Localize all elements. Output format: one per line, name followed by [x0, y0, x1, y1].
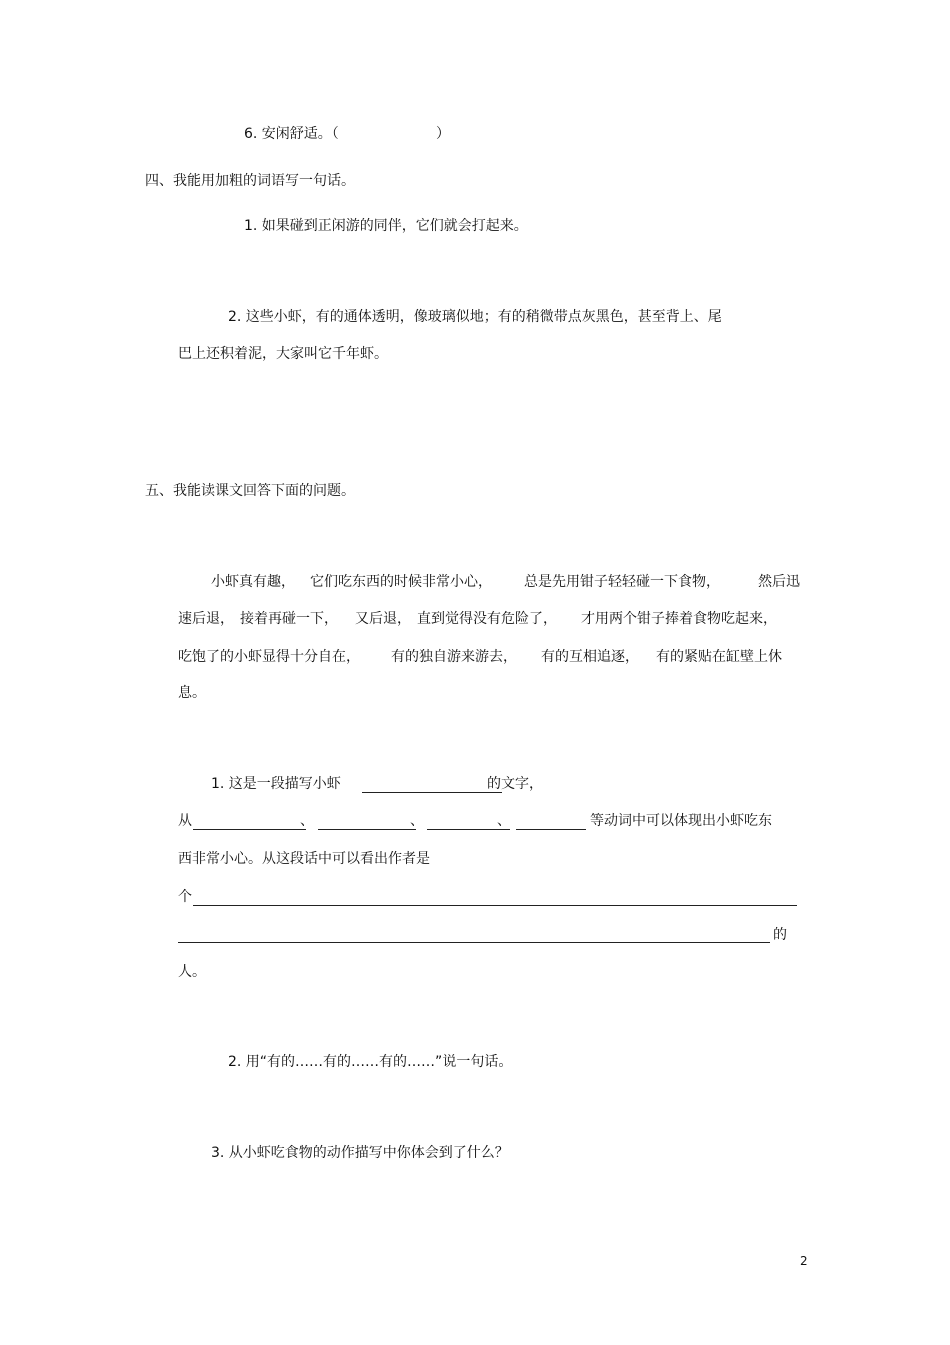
passage-line3-seg2: 有的独自游来游去，	[391, 649, 517, 665]
q1-sep1: 、	[300, 813, 314, 829]
item6-label: 6. 安闲舒适。（	[244, 126, 339, 142]
page-number: 2	[800, 1254, 808, 1268]
section5-question2: 2. 用“有的……有的……有的……”说一句话。	[228, 1054, 513, 1070]
q1-ge: 个	[178, 889, 192, 905]
passage-line3-seg4: 有的紧贴在缸壁上休	[656, 649, 782, 665]
section4-heading: 四、我能用加粗的词语写一句话。	[145, 173, 355, 189]
passage-line1-seg3: 总是先用钳子轻轻碰一下食物，	[524, 574, 720, 590]
passage-line2-seg3: 又后退，	[355, 611, 411, 627]
q1-blank-verb1[interactable]	[193, 829, 306, 830]
section4-question2-line2: 巴上还积着泥，大家叫它千年虾。	[178, 346, 388, 362]
section5-question3: 3. 从小虾吃食物的动作描写中你体会到了什么？	[211, 1145, 509, 1161]
q1-line3: 西非常小心。从这段话中可以看出作者是	[178, 851, 430, 867]
passage-line2-seg4: 直到觉得没有危险了，	[417, 611, 557, 627]
q1-de: 的	[773, 927, 787, 943]
passage-line2-seg2: 接着再碰一下，	[240, 611, 338, 627]
section4-question2-line1: 2. 这些小虾，有的通体透明，像玻璃似地；有的稍微带点灰黑色，甚至背上、尾	[228, 309, 722, 325]
q1-ren: 人。	[178, 964, 206, 980]
q1-blank-author-trait-line1[interactable]	[193, 905, 797, 906]
item6-close-paren: ）	[436, 126, 450, 142]
section4-question1: 1. 如果碰到正闲游的同伴，它们就会打起来。	[244, 218, 528, 234]
q1-blank-description[interactable]	[362, 792, 502, 793]
q1-blank-author-trait-line2[interactable]	[178, 942, 770, 943]
q1-blank-verb2[interactable]	[318, 829, 416, 830]
q1-sep3: 、	[497, 813, 511, 829]
passage-line3-seg1: 吃饱了的小虾显得十分自在，	[178, 649, 360, 665]
q1-suffix: 的文字，	[487, 776, 543, 792]
q1-sep2: 、	[410, 813, 424, 829]
q1-blank-verb4[interactable]	[516, 829, 586, 830]
passage-line1-seg4: 然后迅	[758, 574, 800, 590]
q1-from: 从	[178, 813, 192, 829]
section5-heading: 五、我能读课文回答下面的问题。	[145, 483, 355, 499]
passage-line1-seg1: 小虾真有趣，	[211, 574, 295, 590]
passage-line4: 息。	[178, 685, 206, 701]
passage-line1-seg2: 它们吃东西的时候非常小心，	[310, 574, 492, 590]
passage-line2-seg5: 才用两个钳子捧着食物吃起来，	[581, 611, 777, 627]
q1-prefix: 1. 这是一段描写小虾	[211, 776, 341, 792]
passage-line3-seg3: 有的互相追逐，	[541, 649, 639, 665]
q1-after-blanks: 等动词中可以体现出小虾吃东	[590, 813, 772, 829]
passage-line2-seg1: 速后退，	[178, 611, 234, 627]
